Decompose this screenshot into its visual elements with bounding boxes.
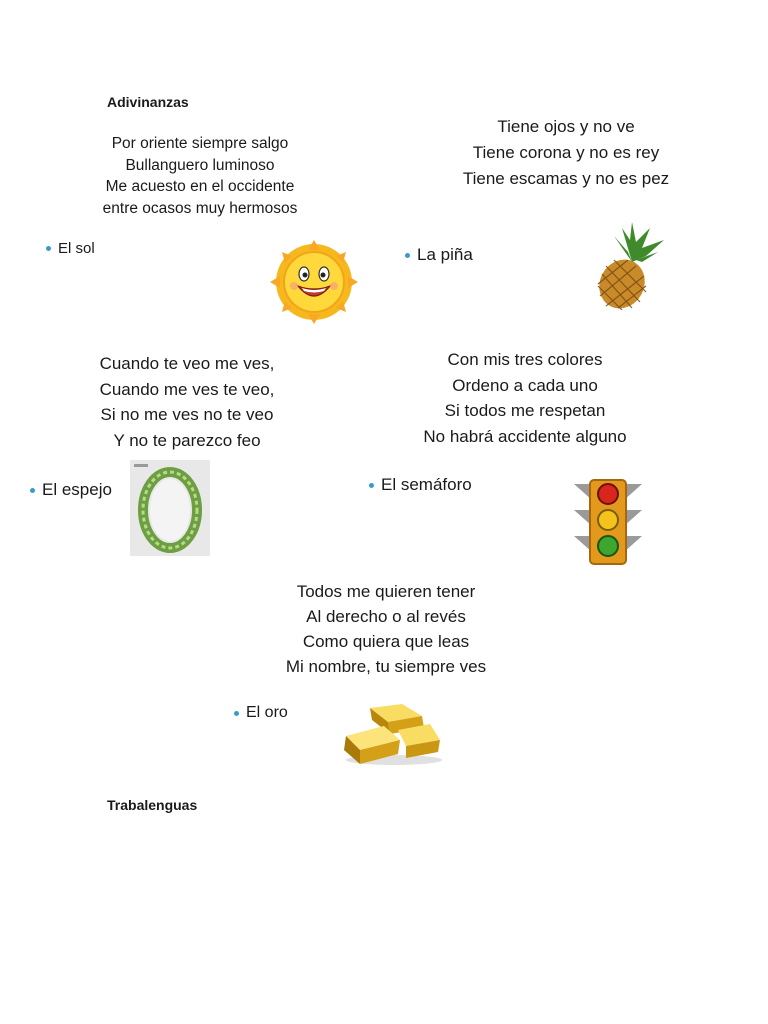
answer-sun [46,240,95,257]
bullet-icon [234,711,239,716]
riddle-mirror-text [57,351,317,453]
riddle-line: Con mis tres colores [447,350,603,369]
traffic-light-icon [574,478,642,566]
riddle-line: Si no me ves no te veo [100,405,274,424]
bullet-icon [46,246,51,251]
riddle-line: Bullanguero luminoso [125,156,275,174]
pineapple-icon [592,222,668,310]
riddle-line: Ordeno a cada uno [452,375,598,395]
riddle-line: entre ocasos muy hermosos [102,199,298,217]
answer-label: El sol [58,240,95,257]
riddle-traffic-light-text [395,347,655,449]
riddle-line: Tiene ojos y no ve [497,117,635,136]
riddle-line: Si todos me respetan [444,401,606,420]
answer-label: El semáforo [381,475,472,494]
answer-traffic-light [369,475,472,495]
sun-icon [266,240,362,324]
gold-bars-icon [340,700,444,766]
riddle-pineapple-text [436,114,696,192]
answer-label: El oro [246,704,288,721]
riddle-line: Cuando te veo me ves, [99,354,275,373]
riddle-line: Como quiera que leas [302,632,470,651]
riddle-line: No habrá accidente alguno [423,426,627,446]
answer-pineapple [405,245,473,265]
bullet-icon [405,253,410,258]
riddle-line: Cuando me ves te veo, [99,379,275,399]
bullet-icon [369,483,374,488]
riddle-line: Todos me quieren tener [296,582,476,601]
riddle-line: Tiene corona y no es rey [472,143,660,162]
answer-gold [234,704,288,722]
riddle-gold-text [256,579,516,679]
bullet-icon [30,488,35,493]
answer-mirror [30,480,112,500]
adivinanzas-heading: Adivinanzas [107,94,189,110]
answer-label: El espejo [42,480,112,499]
mirror-icon [130,460,210,556]
answer-label: La piña [417,245,473,264]
riddle-line: Me acuesto en el occidente [105,178,295,195]
riddle-line: Y no te parezco feo [113,430,261,450]
riddle-sun-text [60,133,340,219]
riddle-line: Tiene escamas y no es pez [462,169,670,188]
trabalenguas-heading: Trabalenguas [107,797,198,813]
riddle-line: Mi nombre, tu siempre ves [285,657,487,676]
riddle-line: Al derecho o al revés [306,607,466,626]
riddle-line: Por oriente siempre salgo [111,135,289,152]
